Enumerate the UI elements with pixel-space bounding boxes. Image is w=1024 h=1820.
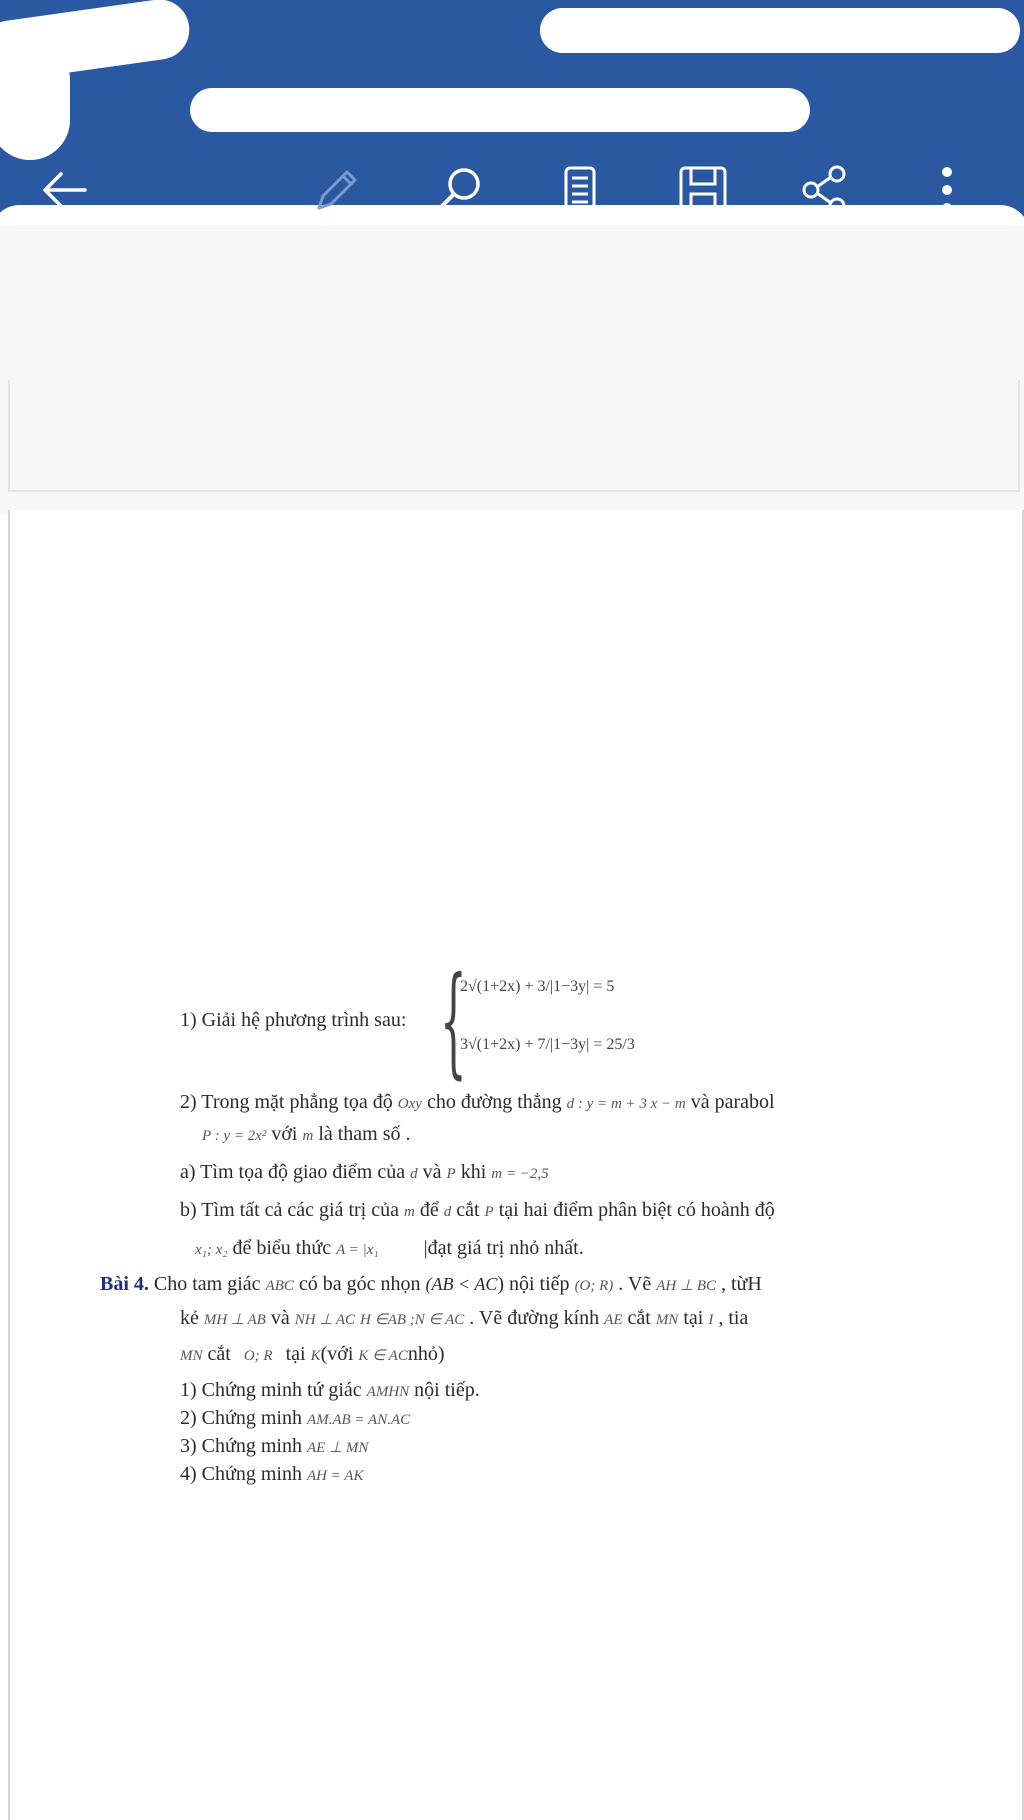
- text: và: [270, 1307, 290, 1329]
- math: NH ⊥ AC: [294, 1312, 356, 1328]
- equation-1: 2√(1+2x) + 3/|1−3y| = 5: [460, 978, 615, 995]
- problem-label: Bài 4.: [100, 1273, 149, 1295]
- text: (với: [320, 1343, 354, 1365]
- share-icon: [797, 162, 853, 218]
- math: P: [446, 1166, 456, 1182]
- qb-line2: [195, 1236, 584, 1262]
- redaction-mark: [540, 8, 1020, 53]
- question-1-label: 1) Giải hệ phương trình sau:: [180, 1009, 407, 1031]
- text: 4) Chứng minh: [180, 1463, 302, 1485]
- math: AE: [604, 1312, 623, 1328]
- text: cho đường thẳng: [426, 1091, 562, 1113]
- math: I: [708, 1312, 714, 1328]
- text: Cho tam giác: [153, 1273, 261, 1295]
- back-arrow-icon: [37, 162, 93, 218]
- math: ABC: [265, 1278, 294, 1294]
- q2-line2: [202, 1122, 411, 1148]
- more-options-button[interactable]: [912, 150, 982, 230]
- text: ) nội tiếp: [497, 1273, 570, 1295]
- text: và: [422, 1161, 442, 1183]
- text: a) Tìm tọa độ giao điểm của: [180, 1161, 406, 1183]
- math: AH = AK: [306, 1468, 364, 1484]
- text: cắt: [627, 1307, 651, 1329]
- bai4-part-1: [180, 1378, 480, 1404]
- save-button[interactable]: [668, 150, 738, 230]
- math: (AB < AC: [425, 1274, 498, 1294]
- math: x₁; x₂: [195, 1242, 228, 1258]
- back-button[interactable]: [30, 150, 100, 230]
- text: khi: [460, 1161, 487, 1183]
- text: và parabol: [690, 1091, 775, 1113]
- text: |đạt giá trị nhỏ nhất.: [423, 1237, 584, 1259]
- math: O; R: [243, 1348, 273, 1364]
- text: cắt: [456, 1199, 480, 1221]
- text: cắt: [207, 1343, 231, 1365]
- reading-view-button[interactable]: [545, 150, 615, 230]
- text: , từH: [721, 1273, 762, 1295]
- text: 3) Chứng minh: [180, 1435, 302, 1457]
- text: để: [419, 1199, 439, 1221]
- math: K ∈ AC: [358, 1348, 408, 1364]
- save-icon: [675, 162, 731, 218]
- math: d: [410, 1166, 418, 1182]
- q2-line1: [180, 1090, 775, 1116]
- text: là tham số .: [318, 1123, 411, 1145]
- math: P : y = 2x²: [202, 1128, 267, 1144]
- edit-button[interactable]: [300, 150, 370, 230]
- pencil-icon: [307, 162, 363, 218]
- text: . Vẽ: [618, 1273, 652, 1295]
- math: AM.AB = AN.AC: [306, 1412, 411, 1428]
- text: tại: [285, 1343, 306, 1365]
- text: 2) Trong mặt phẳng tọa độ: [180, 1091, 393, 1113]
- math: AMHN: [366, 1384, 410, 1400]
- math: AE ⊥ MN: [306, 1440, 369, 1456]
- text: 2) Chứng minh: [180, 1407, 302, 1429]
- equation-2: 3√(1+2x) + 7/|1−3y| = 25/3: [460, 1036, 635, 1053]
- bai4-line3: [180, 1342, 445, 1368]
- text: 1) Chứng minh tứ giác: [180, 1379, 362, 1401]
- qa-line: [180, 1160, 549, 1186]
- viewer-background: [0, 225, 1024, 515]
- text: tại hai điểm phân biệt có hoành độ: [498, 1199, 775, 1221]
- math: m: [403, 1204, 415, 1220]
- math: MN: [655, 1312, 679, 1328]
- bai4-part-4: [180, 1462, 363, 1488]
- text: nội tiếp.: [414, 1379, 480, 1401]
- bai4-line1: [100, 1272, 762, 1298]
- text: . Vẽ đường kính: [469, 1307, 600, 1329]
- previous-page-edge: [8, 380, 10, 490]
- text: để biểu thức: [232, 1237, 332, 1259]
- reading-view-icon: [552, 162, 608, 218]
- bai4-part-2: [180, 1406, 410, 1432]
- text: với: [271, 1123, 298, 1145]
- previous-page-edge: [8, 490, 1020, 492]
- bai4-line2: [180, 1306, 748, 1332]
- search-button[interactable]: [425, 150, 495, 230]
- math: MH ⊥ AB: [203, 1312, 266, 1328]
- toolbar: [0, 150, 1024, 230]
- text: , tia: [718, 1307, 749, 1329]
- search-icon: [432, 162, 488, 218]
- math: (O; R): [574, 1278, 614, 1294]
- text: có ba góc nhọn: [298, 1273, 421, 1295]
- system-brace: {: [440, 952, 467, 1091]
- redaction-mark: [190, 88, 810, 132]
- math: K: [310, 1348, 321, 1364]
- bai4-part-3: [180, 1434, 368, 1460]
- math: Oxy: [397, 1096, 422, 1112]
- text: nhỏ): [407, 1343, 445, 1365]
- text: b) Tìm tất cả các giá trị của: [180, 1199, 399, 1221]
- math: MN: [180, 1348, 203, 1364]
- math: P: [484, 1204, 494, 1220]
- text: tại: [683, 1307, 704, 1329]
- math: d: [443, 1204, 452, 1220]
- math: m: [302, 1128, 314, 1144]
- math: A = |x₁: [336, 1242, 379, 1258]
- page-edge: [1018, 380, 1020, 490]
- qb-line1: [180, 1198, 775, 1224]
- math: d : y = m + 3 x − m: [566, 1096, 686, 1112]
- redaction-mark: [0, 40, 70, 160]
- math: m = −2,5: [491, 1166, 549, 1182]
- math: H ∈AB ;N ∈ AC: [360, 1312, 465, 1328]
- text: kẻ: [180, 1307, 199, 1329]
- share-button[interactable]: [790, 150, 860, 230]
- more-icon: [919, 162, 975, 218]
- math: AH ⊥ BC: [656, 1278, 716, 1294]
